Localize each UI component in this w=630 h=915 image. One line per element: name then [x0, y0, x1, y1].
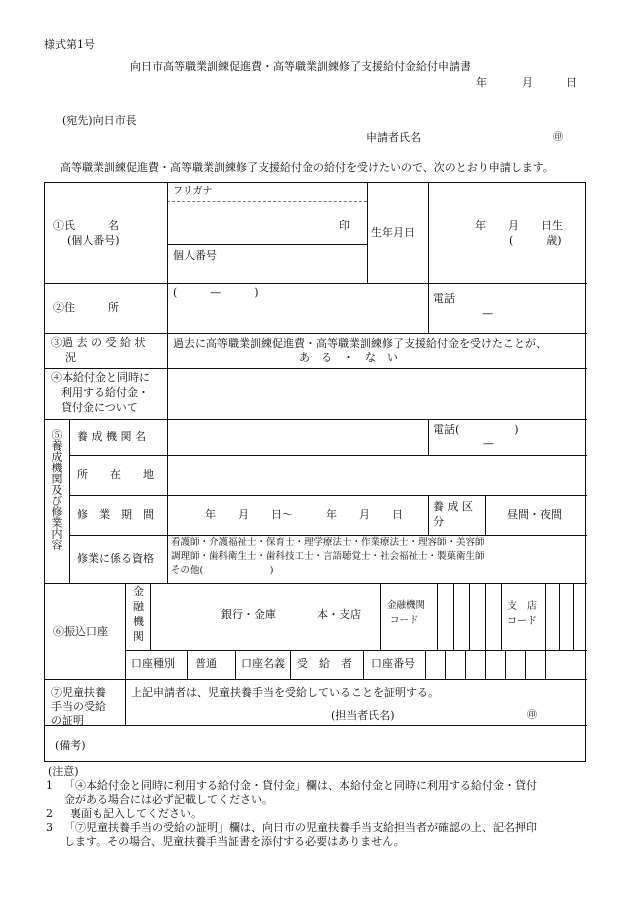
application-form-table — [44, 182, 586, 762]
training-group-label: ⑤養成機関及び修業内容 — [50, 429, 63, 550]
officer-seal-mark: ㊞ — [527, 710, 537, 721]
remarks-input[interactable] — [105, 729, 581, 759]
note-3-number: 3 — [46, 821, 53, 834]
note-2-number: 2 — [46, 807, 53, 820]
training-org-input[interactable] — [173, 425, 423, 451]
branch-code-label: 支 店 — [507, 601, 537, 612]
applicant-name-label: 申請者氏名 — [366, 131, 421, 144]
past-receipt-label-2: 況 — [65, 351, 76, 364]
note-3-line-1: 「⑦児童扶養手当の受給の証明」欄は、向日市の児童扶養手当支給担当者が確認の上、記名押印 — [64, 821, 537, 834]
past-receipt-choice[interactable]: あ る ・ な い — [299, 351, 398, 364]
account-type-value: 普通 — [195, 657, 217, 670]
intro-text: 高等職業訓練促進費・高等職業訓練修了支援給付金の給付を受けたいので、次のとおり申請します。 — [60, 161, 554, 174]
date-day: 日 — [566, 76, 577, 89]
account-number-label: 口座番号 — [371, 657, 415, 670]
mynumber-sublabel: (個人番号) — [67, 234, 120, 247]
other-benefits-label: ④本給付金と同時に — [51, 371, 150, 384]
birthdate-value[interactable]: 年 月 日生 — [475, 219, 563, 232]
remarks-label: (備考) — [55, 739, 86, 752]
other-benefits-input[interactable] — [173, 371, 583, 415]
fin-inst-label-1: 金 — [133, 585, 144, 598]
account-type-label: 口座種別 — [131, 657, 175, 670]
note-3-line-2: します。その場合、児童扶養手当証書を添付する必要はありません。 — [64, 835, 405, 848]
child-allowance-text: 上記申請者は、児童扶養手当を受給していることを証明する。 — [131, 686, 439, 699]
birthdate-label: 生年月日 — [371, 226, 415, 239]
name-input[interactable] — [173, 202, 363, 244]
training-tel-label: 電話( ) — [433, 423, 519, 436]
other-benefits-label-2: 利用する給付金・ — [61, 386, 149, 399]
other-benefits-label-3: 貸付金について — [61, 401, 138, 414]
training-tel-dash[interactable]: — — [483, 437, 494, 450]
applicant-seal-mark: ㊞ — [553, 132, 563, 143]
training-division-label-2: 分 — [433, 515, 444, 528]
training-division-label: 養 成 区 — [433, 500, 473, 513]
mynumber-label: 個人番号 — [173, 249, 217, 262]
form-title: 向日市高等職業訓練促進費・高等職業訓練修了支援給付金給付申請書 — [130, 60, 471, 73]
fin-inst-label-4: 関 — [133, 630, 144, 643]
bank-account-label: ⑥振込口座 — [53, 625, 108, 638]
bank-code-label-2: コード — [390, 615, 419, 626]
name-seal-mark: 印 — [339, 219, 350, 232]
fin-inst-label-2: 融 — [133, 600, 144, 613]
address-tel-dash[interactable]: — — [482, 307, 493, 320]
form-number: 様式第1号 — [44, 38, 95, 51]
past-receipt-label: ③過 去 の 受 給 状 — [51, 336, 146, 349]
name-label: ①氏 名 — [53, 219, 119, 232]
furigana-label: フリガナ — [173, 186, 213, 197]
bank-type-choice[interactable]: 銀行・金庫 — [221, 608, 276, 621]
officer-name-label: (担当者氏名) — [331, 709, 395, 722]
training-period-label: 修 業 期 間 — [77, 508, 154, 521]
training-location-input[interactable] — [173, 459, 583, 491]
note-1-number: 1 — [46, 779, 53, 792]
age-value[interactable]: ( 歳) — [509, 234, 562, 247]
fin-inst-label-3: 機 — [133, 615, 144, 628]
note-1-line-2: 金がある場合には必ず記載してください。 — [64, 793, 273, 806]
note-2-line-1: 裏面も記入してください。 — [70, 807, 202, 820]
mynumber-input[interactable] — [173, 263, 363, 281]
branch-type-choice[interactable]: 本・支店 — [317, 608, 361, 621]
notes-title: (注意) — [48, 765, 79, 778]
address-label: ②住 所 — [53, 301, 119, 314]
account-holder-value: 受 給 者 — [297, 657, 352, 670]
account-holder-label: 口座名義 — [241, 657, 285, 670]
branch-code-label-2: コード — [507, 616, 537, 627]
qualification-other[interactable]: その他( ) — [171, 565, 274, 576]
address-tel-label: 電話 — [433, 292, 455, 305]
bank-code-label: 金融機関 — [387, 600, 426, 611]
addressee: (宛先)向日市長 — [62, 114, 137, 127]
child-allowance-label: ⑦児童扶養 — [51, 686, 106, 699]
child-allowance-label-3: の証明 — [51, 714, 84, 727]
qualification-label: 修業に係る資格 — [77, 552, 154, 565]
child-allowance-label-2: 手当の受給 — [51, 700, 106, 713]
date-year: 年 — [476, 76, 487, 89]
training-period-value[interactable]: 年 月 日〜 年 月 日 — [205, 508, 403, 521]
training-division-choice[interactable]: 昼間・夜間 — [507, 508, 562, 521]
past-receipt-text: 過去に高等職業訓練促進費・高等職業訓練修了支援給付金を受けたことが、 — [173, 337, 547, 350]
date-month: 月 — [522, 76, 533, 89]
training-location-label: 所 在 地 — [77, 468, 154, 481]
qualification-list-2[interactable]: 調理師・歯科衛生士・歯科技工士・言語聴覚士・社会福祉士・製菓衛生師 — [171, 551, 485, 562]
qualification-list-1[interactable]: 看護師・介護福祉士・保育士・理学療法士・作業療法士・理容師・美容師 — [171, 537, 485, 548]
training-org-label: 養 成 機 関 名 — [77, 430, 146, 443]
note-1-line-1: 「④本給付金と同時に利用する給付金・貸付金」欄は、本給付金と同時に利用する給付金・貸付 — [64, 779, 537, 792]
postal-code-input[interactable]: ( — ) — [173, 286, 259, 299]
